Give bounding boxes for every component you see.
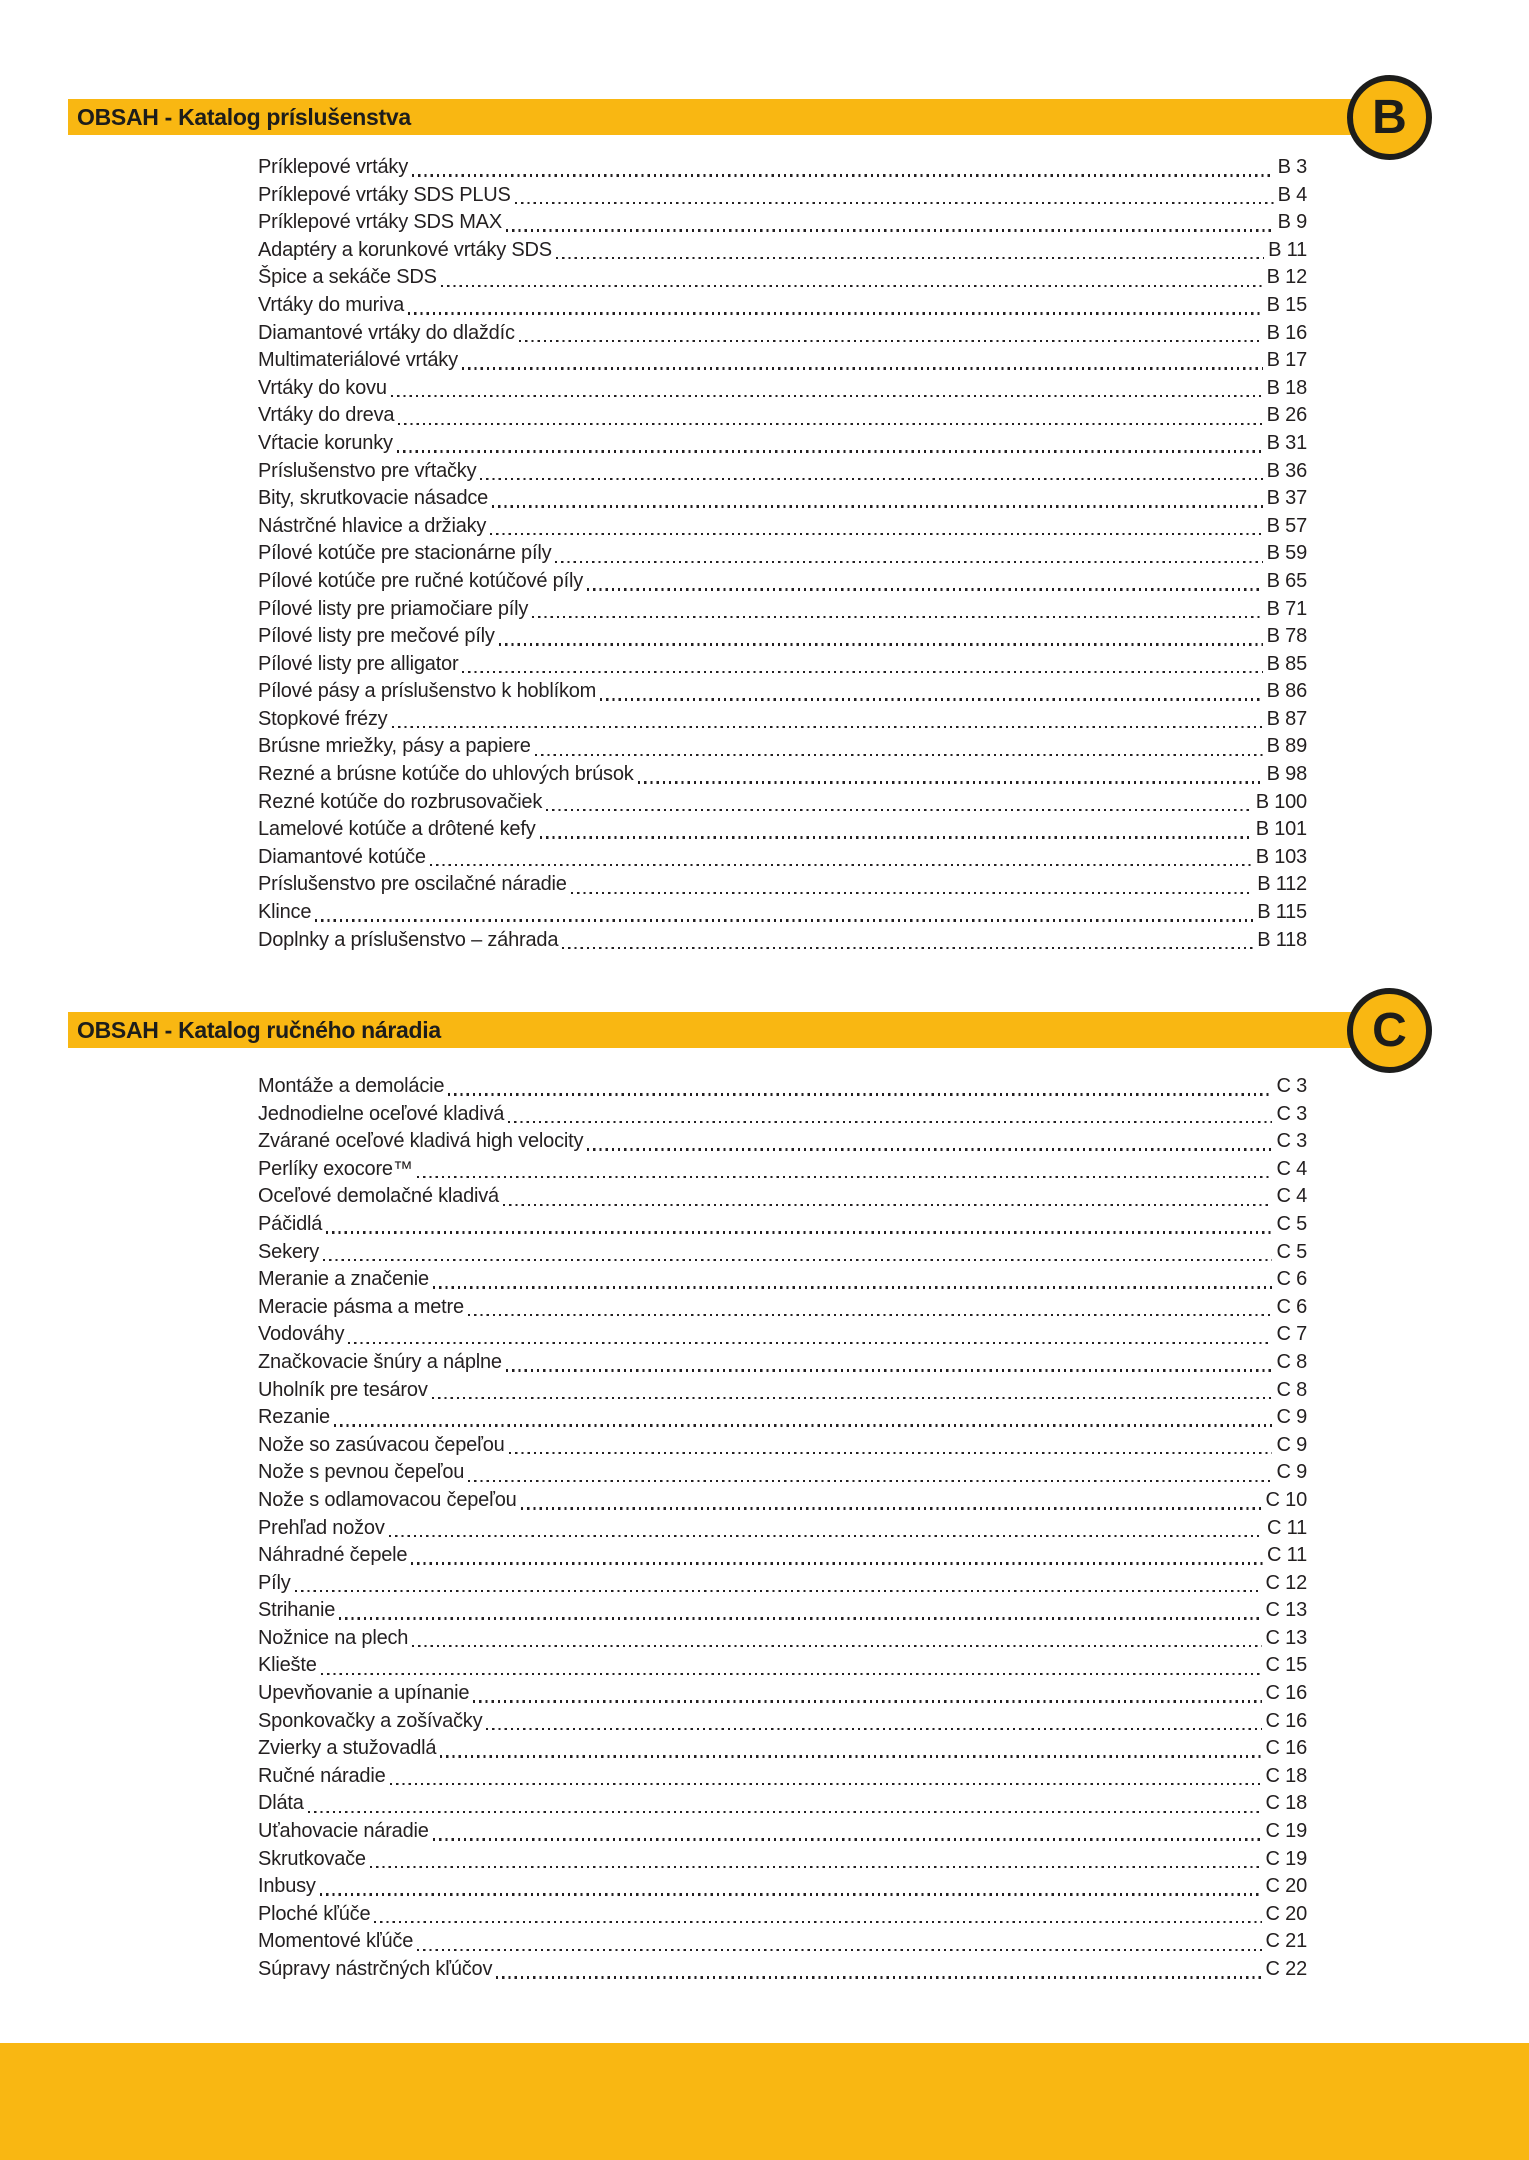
toc-row	[258, 513, 1307, 541]
toc-row	[258, 596, 1307, 624]
toc-item-label: Nože s odlamovacou čepeľou	[258, 1488, 517, 1511]
toc-row	[258, 1763, 1307, 1791]
section-title: OBSAH - Katalog ručného náradia	[77, 1016, 441, 1043]
toc-page-number: B 3	[1277, 156, 1307, 178]
toc-page-number: C 18	[1265, 1792, 1307, 1815]
toc-row	[258, 1708, 1307, 1736]
toc-item-label: Rezné a brúsne kotúče do uhlových brúsok	[258, 763, 634, 786]
toc-page-number: B 71	[1266, 597, 1307, 620]
toc-item-label: Vrtáky do kovu	[258, 376, 387, 399]
toc-item-label: Sponkovačky a zošívačky	[258, 1709, 483, 1732]
toc-item-label: Súpravy nástrčných kľúčov	[258, 1958, 493, 1980]
dotted-leader	[490, 533, 1262, 535]
toc-item-label: Ručné náradie	[258, 1764, 386, 1787]
toc-row	[258, 1183, 1307, 1211]
toc-row	[258, 1652, 1307, 1680]
toc-page-number: C 16	[1265, 1709, 1307, 1732]
toc-page-number: B 37	[1266, 487, 1307, 510]
toc-item-label: Perlíky exocore™	[258, 1157, 413, 1180]
dotted-leader	[499, 643, 1263, 645]
toc-row	[258, 733, 1307, 761]
toc-row	[258, 1515, 1307, 1543]
toc-page-number: B 118	[1257, 928, 1307, 951]
toc-page-number: C 3	[1276, 1075, 1307, 1097]
toc-item-label: Diamantové kotúče	[258, 845, 426, 868]
toc-page-number: C 3	[1276, 1102, 1307, 1125]
section-badge-c: C	[1347, 988, 1432, 1073]
toc-page-number: B 4	[1277, 183, 1307, 206]
toc-page-number: C 7	[1276, 1323, 1307, 1346]
toc-page-number: B 17	[1266, 349, 1307, 372]
dotted-leader	[546, 809, 1252, 811]
toc-item-label: Príklepové vrtáky	[258, 156, 408, 178]
toc-page-number: B 85	[1266, 652, 1307, 675]
toc-page-number: C 4	[1276, 1185, 1307, 1208]
dotted-leader	[638, 781, 1263, 783]
dotted-leader	[480, 478, 1262, 480]
toc-row	[258, 1073, 1307, 1101]
toc-item-label: Dláta	[258, 1792, 304, 1815]
toc-row	[258, 927, 1307, 955]
toc-page-number: C 9	[1276, 1433, 1307, 1456]
toc-item-label: Jednodielne oceľové kladivá	[258, 1102, 505, 1125]
toc-row	[258, 1846, 1307, 1874]
toc-row	[258, 1128, 1307, 1156]
toc-row	[258, 706, 1307, 734]
toc-item-label: Píly	[258, 1571, 291, 1594]
toc-item-label: Prehľad nožov	[258, 1516, 385, 1539]
toc-item-label: Doplnky a príslušenstvo – záhrada	[258, 928, 559, 951]
toc-item-label: Pílové kotúče pre ručné kotúčové píly	[258, 569, 584, 592]
toc-row	[258, 844, 1307, 872]
dotted-leader	[389, 1535, 1263, 1537]
toc-row	[258, 1266, 1307, 1294]
toc-page-number: C 16	[1265, 1737, 1307, 1760]
toc-row	[258, 1321, 1307, 1349]
dotted-leader	[468, 1314, 1273, 1316]
toc-row	[258, 292, 1307, 320]
toc-row	[258, 1735, 1307, 1763]
toc-page-number: B 89	[1266, 735, 1307, 758]
toc-row	[258, 347, 1307, 375]
dotted-leader	[571, 892, 1253, 894]
dotted-leader	[506, 229, 1274, 231]
toc-item-label: Brúsne mriežky, pásy a papiere	[258, 735, 531, 758]
toc-page-number: C 13	[1265, 1599, 1307, 1622]
toc-item-label: Nože so zasúvacou čepeľou	[258, 1433, 505, 1456]
toc-item-label: Meranie a značenie	[258, 1268, 429, 1291]
toc-page-number: C 12	[1265, 1571, 1307, 1594]
toc-item-label: Vodováhy	[258, 1323, 345, 1346]
toc-item-label: Nástrčné hlavice a držiaky	[258, 514, 487, 537]
toc-item-label: Adaptéry a korunkové vrtáky SDS	[258, 238, 552, 261]
toc-row	[258, 430, 1307, 458]
toc-page-number: B 103	[1255, 845, 1307, 868]
toc-page-number: C 18	[1265, 1764, 1307, 1787]
toc-page-number: C 8	[1276, 1378, 1307, 1401]
toc-page-number: C 21	[1265, 1930, 1307, 1953]
toc-row	[258, 899, 1307, 927]
toc-row	[258, 1901, 1307, 1929]
toc-item-label: Zvárané oceľové kladivá high velocity	[258, 1130, 584, 1153]
dotted-leader	[308, 1811, 1262, 1813]
toc-row	[258, 458, 1307, 486]
toc-row	[258, 1542, 1307, 1570]
toc-page-number: B 18	[1266, 376, 1307, 399]
toc-row	[258, 1156, 1307, 1184]
toc-page-number: B 57	[1266, 514, 1307, 537]
toc-page-number: C 3	[1276, 1130, 1307, 1153]
toc-item-label: Páčidlá	[258, 1212, 323, 1235]
toc-item-label: Nožnice na plech	[258, 1626, 409, 1649]
toc-page-number: C 10	[1265, 1488, 1307, 1511]
toc-page-number: C 20	[1265, 1902, 1307, 1925]
toc-item-label: Diamantové vrtáky do dlaždíc	[258, 321, 515, 344]
toc-row	[258, 1211, 1307, 1239]
dotted-leader	[391, 395, 1263, 397]
toc-page-number: C 9	[1276, 1406, 1307, 1429]
toc-page-number: B 26	[1266, 404, 1307, 427]
toc-row	[258, 154, 1307, 182]
toc-item-label: Uťahovacie náradie	[258, 1820, 429, 1843]
toc-page-number: B 115	[1257, 901, 1307, 924]
dotted-leader	[323, 1259, 1272, 1261]
dotted-leader	[370, 1866, 1262, 1868]
toc-row	[258, 375, 1307, 403]
toc-row	[258, 1818, 1307, 1846]
dotted-leader	[397, 450, 1263, 452]
toc-list-hand-tools	[258, 1073, 1307, 1984]
toc-row	[258, 1432, 1307, 1460]
dotted-leader	[503, 1204, 1273, 1206]
toc-page-number: B 98	[1266, 763, 1307, 786]
toc-item-label: Vrtáky do dreva	[258, 404, 395, 427]
dotted-leader	[417, 1949, 1261, 1951]
toc-page-number: C 9	[1276, 1461, 1307, 1484]
toc-row	[258, 1349, 1307, 1377]
toc-item-label: Náhradné čepele	[258, 1544, 408, 1567]
toc-page-number: B 100	[1255, 790, 1307, 813]
dotted-leader	[496, 1976, 1261, 1978]
toc-row	[258, 1597, 1307, 1625]
dotted-leader	[508, 1121, 1272, 1123]
toc-page-number: C 5	[1276, 1212, 1307, 1235]
toc-item-label: Upevňovanie a upínanie	[258, 1682, 470, 1705]
toc-page-number: C 15	[1265, 1654, 1307, 1677]
toc-page-number: B 78	[1266, 625, 1307, 648]
section-header-accessories	[68, 99, 1354, 135]
toc-item-label: Pílové listy pre priamočiare píly	[258, 597, 529, 620]
toc-item-label: Špice a sekáče SDS	[258, 266, 437, 289]
dotted-leader	[412, 174, 1274, 176]
toc-page-number: C 4	[1276, 1157, 1307, 1180]
toc-item-label: Značkovacie šnúry a náplne	[258, 1350, 502, 1373]
dotted-leader	[315, 919, 1253, 921]
dotted-leader	[562, 947, 1253, 949]
toc-row	[258, 237, 1307, 265]
toc-page-number: B 86	[1266, 680, 1307, 703]
toc-item-label: Pílové pásy a príslušenstvo k hoblíkom	[258, 680, 597, 703]
toc-item-label: Meracie pásma a metre	[258, 1295, 464, 1318]
dotted-leader	[440, 1755, 1261, 1757]
dotted-leader	[430, 864, 1252, 866]
toc-row	[258, 1487, 1307, 1515]
dotted-leader	[556, 257, 1264, 259]
dotted-leader	[374, 1921, 1261, 1923]
dotted-leader	[486, 1728, 1261, 1730]
dotted-leader	[532, 616, 1262, 618]
toc-page-number: C 19	[1265, 1847, 1307, 1870]
dotted-leader	[417, 1176, 1273, 1178]
footer-strip	[0, 2043, 1529, 2160]
toc-item-label: Klince	[258, 901, 312, 924]
dotted-leader	[587, 1148, 1272, 1150]
toc-row	[258, 1790, 1307, 1818]
toc-item-label: Lamelové kotúče a drôtené kefy	[258, 818, 536, 841]
toc-page-number: C 6	[1276, 1268, 1307, 1291]
toc-item-label: Momentové kľúče	[258, 1930, 414, 1953]
toc-item-label: Kliešte	[258, 1654, 317, 1677]
dotted-leader	[535, 754, 1263, 756]
toc-page-number: B 15	[1266, 293, 1307, 316]
toc-row	[258, 1377, 1307, 1405]
dotted-leader	[600, 698, 1263, 700]
toc-page-number: C 13	[1265, 1626, 1307, 1649]
toc-row	[258, 402, 1307, 430]
dotted-leader	[462, 671, 1262, 673]
toc-page-number: C 11	[1267, 1516, 1307, 1539]
toc-item-label: Inbusy	[258, 1875, 316, 1898]
toc-page-number: B 36	[1266, 459, 1307, 482]
toc-page-number: B 9	[1277, 211, 1307, 234]
toc-item-label: Stopkové frézy	[258, 707, 388, 730]
toc-row	[258, 1294, 1307, 1322]
toc-row	[258, 761, 1307, 789]
toc-page-number: B 101	[1255, 818, 1307, 841]
toc-row	[258, 1404, 1307, 1432]
dotted-leader	[492, 505, 1263, 507]
section-header-hand-tools	[68, 1012, 1354, 1048]
toc-row	[258, 1459, 1307, 1487]
toc-item-label: Bity, skrutkovacie násadce	[258, 487, 489, 510]
dotted-leader	[334, 1424, 1272, 1426]
toc-row	[258, 485, 1307, 513]
toc-item-label: Sekery	[258, 1240, 320, 1263]
dotted-leader	[555, 561, 1262, 563]
dotted-leader	[540, 836, 1252, 838]
toc-item-label: Pílové listy pre mečové píly	[258, 625, 495, 648]
toc-page-number: B 31	[1266, 431, 1307, 454]
toc-page-number: C 20	[1265, 1875, 1307, 1898]
toc-page-number: C 5	[1276, 1240, 1307, 1263]
dotted-leader	[509, 1452, 1273, 1454]
dotted-leader	[390, 1783, 1262, 1785]
dotted-leader	[433, 1286, 1273, 1288]
toc-row	[258, 623, 1307, 651]
toc-row	[258, 1570, 1307, 1598]
toc-row	[258, 264, 1307, 292]
toc-item-label: Príslušenstvo pre oscilačné náradie	[258, 873, 567, 896]
toc-row	[258, 789, 1307, 817]
toc-item-label: Ploché kľúče	[258, 1902, 371, 1925]
toc-item-label: Vrtáky do muriva	[258, 293, 405, 316]
dotted-leader	[506, 1369, 1273, 1371]
dotted-leader	[398, 423, 1262, 425]
dotted-leader	[587, 588, 1263, 590]
toc-item-label: Rezné kotúče do rozbrusovačiek	[258, 790, 543, 813]
toc-item-label: Montáže a demolácie	[258, 1075, 445, 1097]
toc-row	[258, 1873, 1307, 1901]
toc-row	[258, 1239, 1307, 1267]
toc-row	[258, 209, 1307, 237]
toc-item-label: Uholník pre tesárov	[258, 1378, 428, 1401]
toc-row	[258, 651, 1307, 679]
dotted-leader	[348, 1342, 1272, 1344]
toc-row	[258, 871, 1307, 899]
toc-row	[258, 1956, 1307, 1984]
toc-page-number: B 65	[1266, 569, 1307, 592]
toc-page-number: C 16	[1265, 1682, 1307, 1705]
dotted-leader	[441, 285, 1263, 287]
toc-row	[258, 540, 1307, 568]
dotted-leader	[515, 202, 1274, 204]
dotted-leader	[473, 1700, 1261, 1702]
dotted-leader	[521, 1507, 1262, 1509]
toc-page-number: C 22	[1265, 1958, 1307, 1980]
dotted-leader	[320, 1893, 1262, 1895]
toc-page-number: B 11	[1268, 238, 1307, 261]
toc-row	[258, 568, 1307, 596]
dotted-leader	[326, 1231, 1272, 1233]
dotted-leader	[392, 726, 1263, 728]
toc-page-number: C 8	[1276, 1350, 1307, 1373]
toc-page-number: C 11	[1267, 1544, 1307, 1567]
toc-item-label: Multimateriálové vrtáky	[258, 349, 458, 372]
dotted-leader	[408, 312, 1263, 314]
toc-item-label: Nože s pevnou čepeľou	[258, 1461, 465, 1484]
toc-page-number: B 59	[1266, 542, 1307, 565]
toc-item-label: Pílové kotúče pre stacionárne píly	[258, 542, 552, 565]
toc-page-number: C 6	[1276, 1295, 1307, 1318]
dotted-leader	[321, 1673, 1262, 1675]
toc-item-label: Príklepové vrtáky SDS MAX	[258, 211, 502, 234]
toc-row	[258, 320, 1307, 348]
toc-row	[258, 816, 1307, 844]
toc-row	[258, 678, 1307, 706]
toc-page-number: C 19	[1265, 1820, 1307, 1843]
toc-item-label: Zvierky a stužovadlá	[258, 1737, 437, 1760]
toc-item-label: Strihanie	[258, 1599, 336, 1622]
toc-page-number: B 16	[1266, 321, 1307, 344]
toc-page-number: B 12	[1266, 266, 1307, 289]
dotted-leader	[468, 1480, 1272, 1482]
dotted-leader	[339, 1617, 1261, 1619]
toc-row	[258, 1928, 1307, 1956]
dotted-leader	[295, 1590, 1262, 1592]
toc-row	[258, 1680, 1307, 1708]
dotted-leader	[432, 1397, 1273, 1399]
toc-item-label: Príslušenstvo pre vŕtačky	[258, 459, 477, 482]
toc-item-label: Rezanie	[258, 1406, 330, 1429]
dotted-leader	[433, 1838, 1262, 1840]
dotted-leader	[411, 1562, 1263, 1564]
toc-list-accessories	[258, 154, 1307, 954]
toc-page-number: B 87	[1266, 707, 1307, 730]
toc-row	[258, 1101, 1307, 1129]
toc-item-label: Vŕtacie korunky	[258, 431, 393, 454]
toc-item-label: Skrutkovače	[258, 1847, 366, 1870]
toc-page-number: B 112	[1257, 873, 1307, 896]
section-title: OBSAH - Katalog príslušenstva	[77, 103, 411, 130]
toc-item-label: Oceľové demolačné kladivá	[258, 1185, 499, 1208]
toc-row	[258, 182, 1307, 210]
section-badge-b: B	[1347, 75, 1432, 160]
toc-item-label: Príklepové vrtáky SDS PLUS	[258, 183, 511, 206]
dotted-leader	[448, 1093, 1272, 1095]
toc-row	[258, 1625, 1307, 1653]
toc-item-label: Pílové listy pre alligator	[258, 652, 459, 675]
dotted-leader	[412, 1645, 1261, 1647]
dotted-leader	[462, 367, 1263, 369]
dotted-leader	[519, 340, 1263, 342]
